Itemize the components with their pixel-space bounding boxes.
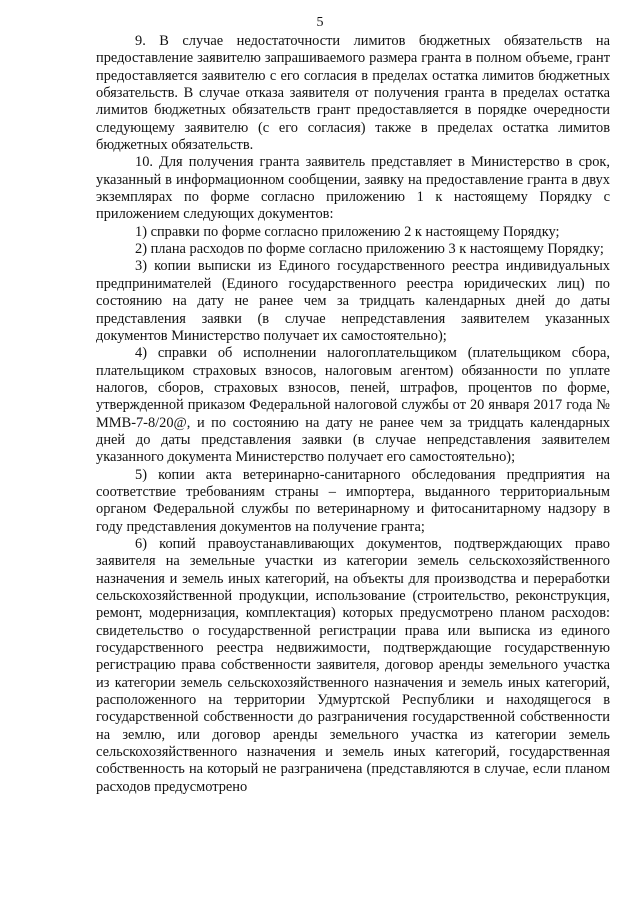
list-item-6: 6) копий правоустанавливающих документов, подтверждающих право заявителя на земельные участки из категории земель сельскохозяйственного назначения и земель иных категорий, на объекты для производства и переработки сельскохозяйственной продукции, использование (строительство, реконструкция, ремонт, модернизация, комплектация) которых предусмотрено планом расходов: свидетельство о государственной регистрации права или выписка из единого государственного реестра недвижимости, подтверждающие государственную регистрацию права собственности заявителя, договор аренды земельного участка из категории земель сельскохозяйственного назначения и земель иных категорий, расположенного на территории Удмуртской Республики и находящегося в государственной собственности до разграничения государственной собственности на землю, или договор аренды земельного участка из категории земель сельскохозяйственного назначения и земель иных категорий, государственная собственность на который не разграничена (представляются в случае, если планом расходов предусмотрено [96,535,610,795]
list-item-5: 5) копии акта ветеринарно-санитарного обследования предприятия на соответствие требованиям страны – импортера, выданного территориальным органом Федеральной службы по ветеринарному и фитосанитарному надзору в году представления документов на получение гранта; [96,466,610,535]
list-item-2: 2) плана расходов по форме согласно приложению 3 к настоящему Порядку; [135,241,604,258]
list-item-1: 1) справки по форме согласно приложению 2 к настоящему Порядку; [135,223,560,240]
paragraph-10: 10. Для получения гранта заявитель представляет в Министерство в срок, указанный в информационном сообщении, заявку на предоставление гранта в двух экземплярах по форме согласно приложению 1 к настоящему Порядку с приложением следующих документов: [96,154,610,223]
list-item-3: 3) копии выписки из Единого государственного реестра индивидуальных предпринимателей (Единого государственного реестра юридических лиц) по состоянию на дату не ранее чем за тридцать календарных дней до даты представления заявки (в случае непредставления заявителем указанных документов Министерство получает их самостоятельно); [96,258,610,344]
page-number: 5 [316,15,324,30]
paragraph-9: 9. В случае недостаточности лимитов бюджетных обязательств на предоставление заявителю запрашиваемого размера гранта в полном объеме, грант предоставляется заявителю с его согласия в пределах остатка лимитов бюджетных обязательств. В случае отказа заявителя от получения гранта в пределах остатка лимитов бюджетных обязательств грант предоставляется в порядке очередности следующему заявителю (с его согласия) также в пределах остатка лимитов бюджетных обязательств. [96,33,610,154]
list-item-4: 4) справки об исполнении налогоплательщиком (плательщиком сбора, плательщиком страховых взносов, налоговым агентом) обязанности по уплате налогов, сборов, страховых взносов, пеней, штрафов, процентов по форме, утвержденной приказом Федеральной налоговой службы от 20 января 2017 года № ММВ-7-8/20@, и по состоянию на дату не ранее чем за тридцать календарных дней до даты представления заявки (в случае непредставления заявителем указанного документа Министерство получает его самостоятельно); [96,345,610,466]
document-body [96,33,610,796]
